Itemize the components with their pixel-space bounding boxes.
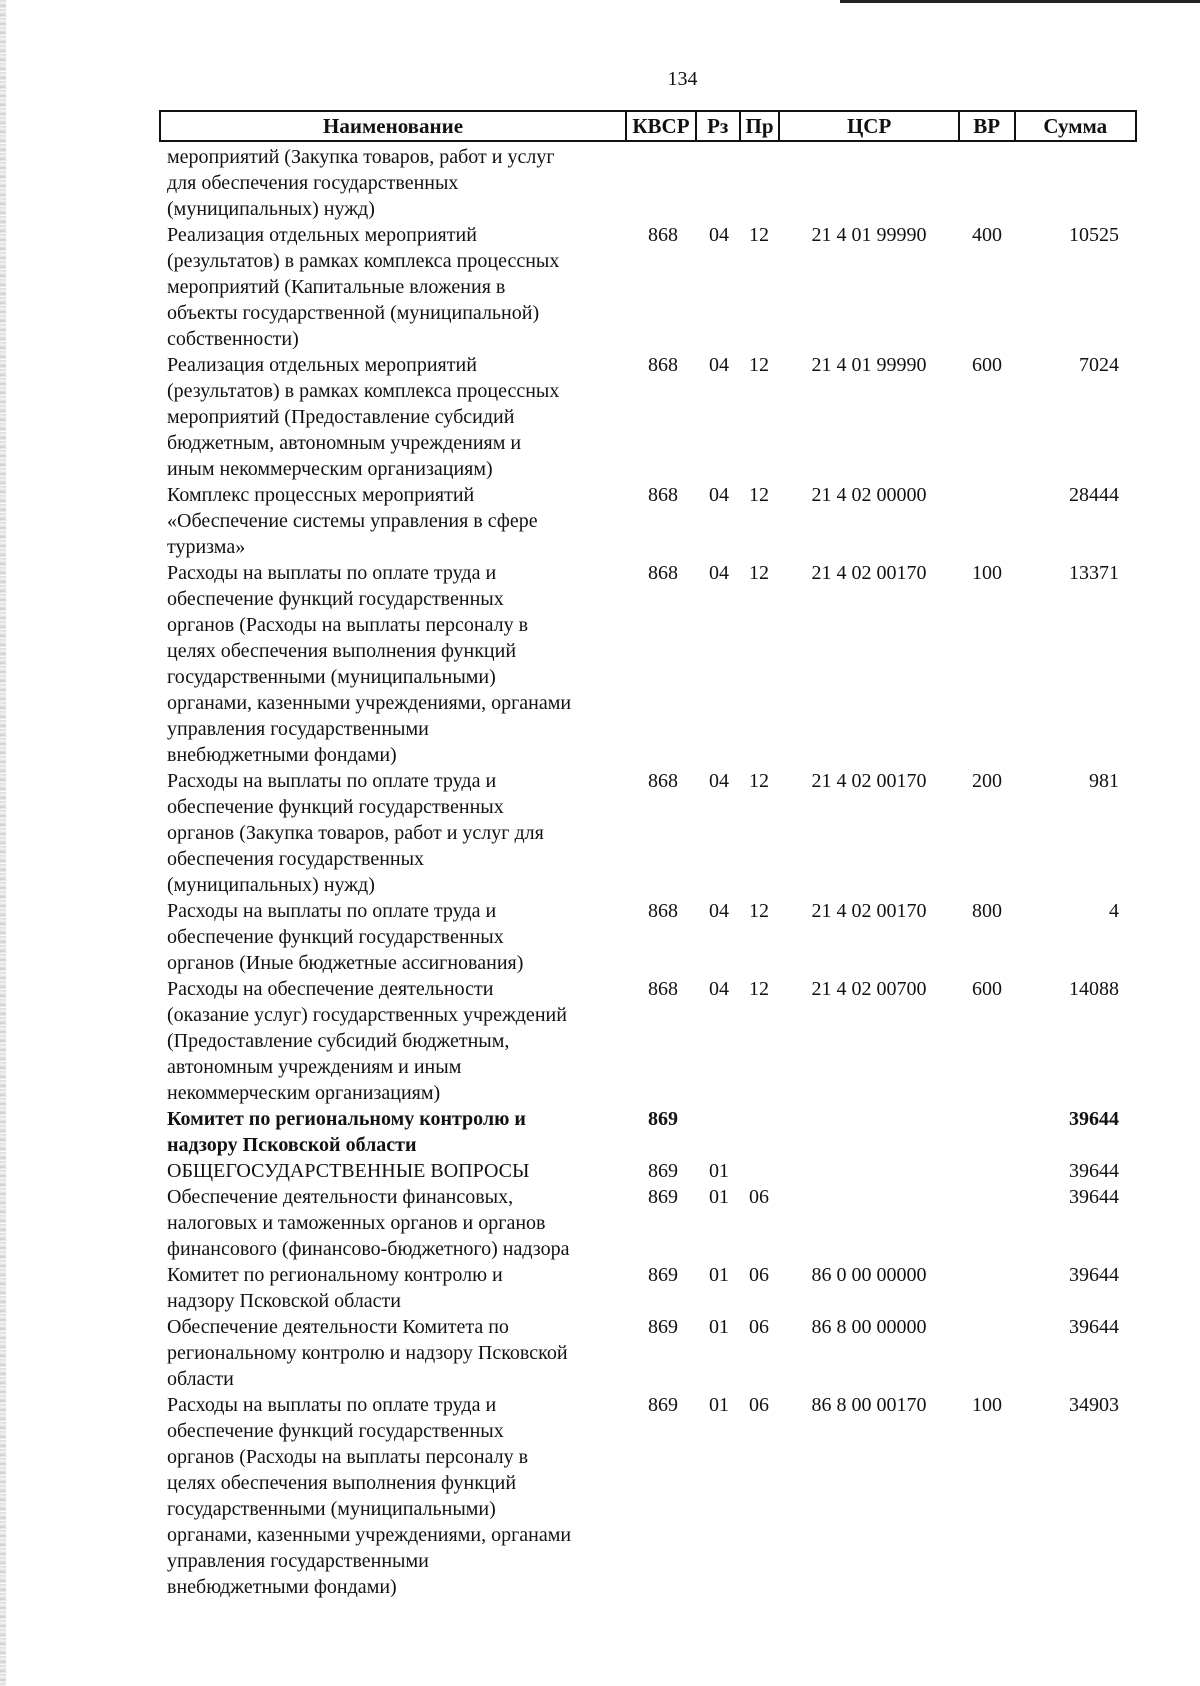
row-kvsr: 869 [648,1264,678,1286]
row-name-line: надзору Псковской области [167,1290,402,1312]
row-rz: 01 [709,1186,729,1208]
row-name [159,560,625,768]
row-name [159,222,625,352]
row-name [159,1184,625,1262]
row-name-line: Обеспечение деятельности финансовых, [167,1186,514,1208]
row-name-line: Расходы на выплаты по оплате труда и [167,1394,497,1416]
row-name-line: мероприятий (Предоставление субсидий [167,406,515,428]
row-name [159,1158,625,1184]
row-name-line: целях обеспечения выполнения функций [167,640,517,662]
row-name [159,976,625,1106]
row-name-line: внебюджетными фондами) [167,1576,397,1598]
row-pr [739,1106,779,1158]
row-rz: 04 [709,484,729,506]
page-number: 134 [667,68,698,90]
row-csr: 21 4 02 00170 [811,562,927,584]
row-vr: 800 [972,900,1002,922]
row-rz: 01 [709,1264,729,1286]
table-row [159,1184,1137,1262]
row-csr: 86 0 00 00000 [811,1264,927,1286]
row-sum: 14088 [1069,978,1119,1000]
row-sum: 981 [1089,770,1119,792]
row-csr [779,144,959,222]
row-pr: 12 [749,354,769,376]
row-name-line: Обеспечение деятельности Комитета по [167,1316,509,1338]
header-pr: Пр [739,112,779,140]
row-name-line: Расходы на выплаты по оплате труда и [167,770,497,792]
row-vr: 600 [972,354,1002,376]
row-name-line: (оказание услуг) государственных учреждений [167,1004,567,1026]
row-kvsr: 869 [648,1316,678,1338]
row-vr [959,1158,1015,1184]
table-row [159,1262,1137,1314]
row-sum: 10525 [1069,224,1119,246]
table-header [159,110,1137,142]
table-row [159,482,1137,560]
row-pr: 12 [749,770,769,792]
row-name [159,1106,625,1158]
row-name-line: бюджетным, автономным учреждениям и [167,432,522,454]
table-row [159,222,1137,352]
row-name-line: Реализация отдельных мероприятий [167,224,477,246]
table-row [159,1314,1137,1392]
row-csr: 21 4 02 00170 [811,900,927,922]
row-rz [695,144,739,222]
row-vr: 100 [972,562,1002,584]
row-rz: 01 [709,1316,729,1338]
row-name-line: Комитет по региональному контролю и [167,1108,526,1130]
row-name-line: Комплекс процессных мероприятий [167,484,475,506]
row-kvsr: 868 [648,562,678,584]
row-name-line: органов (Иные бюджетные ассигнования) [167,952,524,974]
row-vr [959,1106,1015,1158]
row-vr [959,482,1015,560]
table-row [159,898,1137,976]
row-name-line: Реализация отдельных мероприятий [167,354,477,376]
row-name-line: целях обеспечения выполнения функций [167,1472,517,1494]
row-kvsr: 868 [648,978,678,1000]
row-kvsr: 868 [648,484,678,506]
row-name-line: органов (Расходы на выплаты персоналу в [167,614,529,636]
table-row [159,976,1137,1106]
row-name [159,352,625,482]
row-kvsr: 869 [648,1186,678,1208]
row-name-line: для обеспечения государственных [167,172,459,194]
row-sum: 28444 [1069,484,1119,506]
row-name-line: (Предоставление субсидий бюджетным, [167,1030,510,1052]
row-name-line: некоммерческим организациям) [167,1082,441,1104]
row-name-line: Комитет по региональному контролю и [167,1264,503,1286]
row-rz: 04 [709,562,729,584]
row-rz: 04 [709,224,729,246]
row-name-line: туризма» [167,536,246,558]
row-name-line: Расходы на выплаты по оплате труда и [167,900,497,922]
row-name-line: обеспечение функций государственных [167,588,504,610]
row-name-line: внебюджетными фондами) [167,744,397,766]
row-sum: 7024 [1079,354,1119,376]
row-vr: 200 [972,770,1002,792]
row-name-line: региональному контролю и надзору Псковской [167,1342,568,1364]
table-row [159,144,1137,222]
table-row [159,352,1137,482]
row-sum [1015,144,1137,222]
row-pr: 12 [749,978,769,1000]
header-csr: ЦСР [778,112,957,140]
row-pr [739,144,779,222]
row-vr [959,1262,1015,1314]
row-sum: 39644 [1069,1160,1119,1182]
row-name [159,144,625,222]
row-sum: 34903 [1069,1394,1119,1416]
row-name-line: обеспечение функций государственных [167,926,504,948]
row-sum: 39644 [1069,1108,1119,1130]
table-body [159,142,1137,1600]
row-name-line: (муниципальных) нужд) [167,198,375,220]
row-name-line: мероприятий (Капитальные вложения в [167,276,506,298]
row-vr: 600 [972,978,1002,1000]
row-name-line: органов (Расходы на выплаты персоналу в [167,1446,529,1468]
scan-edge-top [840,0,1200,3]
row-pr: 12 [749,224,769,246]
row-name-line: государственными (муниципальными) [167,666,496,688]
row-csr: 21 4 02 00000 [811,484,927,506]
row-rz: 04 [709,770,729,792]
row-name [159,898,625,976]
header-rz: Рз [695,112,739,140]
row-rz [695,1106,739,1158]
row-name-line: «Обеспечение системы управления в сфере [167,510,538,532]
table-row [159,1106,1137,1158]
row-pr: 06 [749,1186,769,1208]
row-kvsr: 868 [648,354,678,376]
row-kvsr: 868 [648,224,678,246]
row-pr: 12 [749,562,769,584]
scan-edge-left [0,0,6,1686]
row-name-line: (муниципальных) нужд) [167,874,375,896]
row-name-line: Расходы на выплаты по оплате труда и [167,562,497,584]
row-kvsr: 868 [648,900,678,922]
row-name-line: обеспечение функций государственных [167,1420,504,1442]
table-row [159,768,1137,898]
table-row [159,1392,1137,1600]
row-rz: 01 [709,1160,729,1182]
row-csr: 21 4 02 00170 [811,770,927,792]
row-vr: 100 [972,1394,1002,1416]
header-kvsr: КВСР [625,112,695,140]
row-pr: 06 [749,1394,769,1416]
row-pr [739,1158,779,1184]
row-pr: 12 [749,484,769,506]
row-name-line: объекты государственной (муниципальной) [167,302,540,324]
row-name-line: области [167,1368,234,1390]
row-name-line: (результатов) в рамках комплекса процессных [167,250,560,272]
table-row [159,560,1137,768]
row-pr: 06 [749,1316,769,1338]
row-name-line: налоговых и таможенных органов и органов [167,1212,546,1234]
row-kvsr: 869 [648,1160,678,1182]
row-name-line: обеспечение функций государственных [167,796,504,818]
row-name-line: органами, казенными учреждениями, органами [167,1524,572,1546]
row-name-line: органов (Закупка товаров, работ и услуг для [167,822,544,844]
header-name: Наименование [323,114,464,138]
row-csr: 86 8 00 00170 [811,1394,927,1416]
row-csr [779,1184,959,1262]
header-vr: ВР [958,112,1014,140]
row-rz: 04 [709,900,729,922]
row-name-line: иным некоммерческим организациям) [167,458,493,480]
row-rz: 04 [709,978,729,1000]
row-sum: 39644 [1069,1186,1119,1208]
row-vr: 400 [972,224,1002,246]
row-name [159,768,625,898]
row-name-line: управления государственными [167,1550,429,1572]
row-name-line: автономным учреждениям и иным [167,1056,462,1078]
row-csr: 21 4 02 00700 [811,978,927,1000]
row-name [159,482,625,560]
row-sum: 39644 [1069,1316,1119,1338]
header-sum: Сумма [1014,112,1136,140]
row-name-line: государственными (муниципальными) [167,1498,496,1520]
row-pr: 06 [749,1264,769,1286]
row-kvsr: 868 [648,770,678,792]
row-name [159,1262,625,1314]
row-vr [959,144,1015,222]
row-name-line: мероприятий (Закупка товаров, работ и услуг [167,146,555,168]
row-name-line: финансового (финансово-бюджетного) надзора [167,1238,570,1260]
row-vr [959,1184,1015,1262]
row-name-line: собственности) [167,328,299,350]
budget-table [159,110,1137,1600]
row-sum: 39644 [1069,1264,1119,1286]
row-csr: 21 4 01 99990 [811,354,927,376]
row-name-line: ОБЩЕГОСУДАРСТВЕННЫЕ ВОПРОСЫ [167,1160,530,1182]
row-kvsr [625,144,695,222]
row-csr: 86 8 00 00000 [811,1316,927,1338]
row-rz: 01 [709,1394,729,1416]
row-name-line: (результатов) в рамках комплекса процессных [167,380,560,402]
table-row [159,1158,1137,1184]
row-name-line: надзору Псковской области [167,1134,417,1156]
row-csr [779,1106,959,1158]
row-name-line: управления государственными [167,718,429,740]
row-csr [779,1158,959,1184]
row-pr: 12 [749,900,769,922]
row-sum: 13371 [1069,562,1119,584]
row-kvsr: 869 [648,1394,678,1416]
row-sum: 4 [1109,900,1119,922]
row-name [159,1314,625,1392]
row-kvsr: 869 [648,1108,678,1130]
row-rz: 04 [709,354,729,376]
row-name [159,1392,625,1600]
row-name-line: Расходы на обеспечение деятельности [167,978,494,1000]
row-name-line: обеспечения государственных [167,848,425,870]
row-name-line: органами, казенными учреждениями, органами [167,692,572,714]
row-vr [959,1314,1015,1392]
row-csr: 21 4 01 99990 [811,224,927,246]
